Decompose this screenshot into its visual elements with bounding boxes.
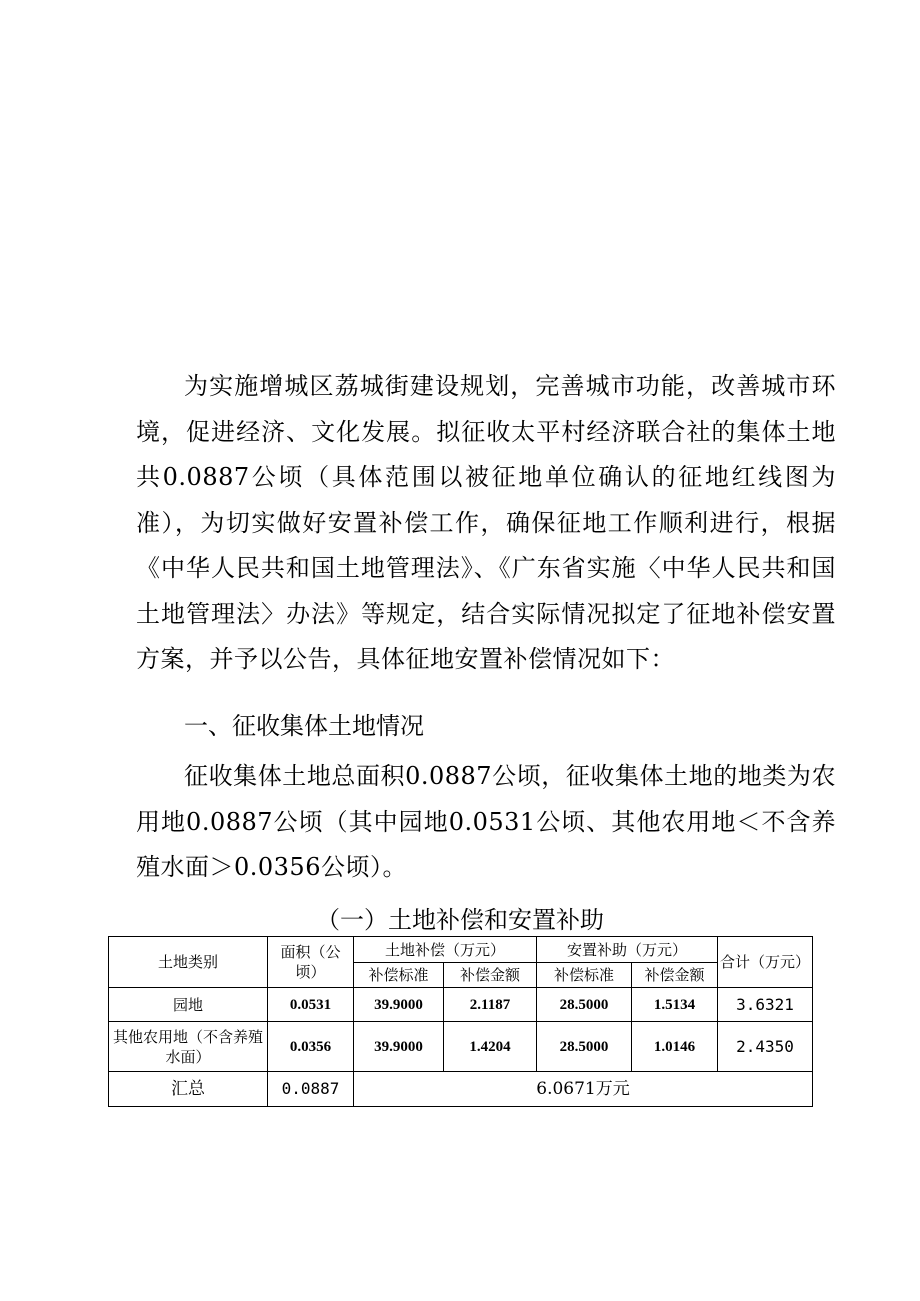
- cell-land-type: 其他农用地（不含养殖水面）: [109, 1022, 268, 1072]
- subheader-amount: 补偿金额: [632, 963, 718, 988]
- header-land-type: 土地类别: [109, 937, 268, 988]
- cell-area: 0.0356: [268, 1022, 354, 1072]
- cell-comp-amount: 2.1187: [444, 988, 537, 1022]
- table-summary-row: [109, 1072, 813, 1107]
- subheader-standard: 补偿标准: [537, 963, 632, 988]
- cell-land-type: 园地: [109, 988, 268, 1022]
- cell-area: 0.0531: [268, 988, 354, 1022]
- land-summary-paragraph: 征收集体土地总面积0.0887公顷，征收集体土地的地类为农用地0.0887公顷（其中园地0.0531公顷、其他农用地＜不含养殖水面＞0.0356公顷）。: [136, 762, 836, 881]
- cell-resettle-amount: 1.5134: [632, 988, 718, 1022]
- intro-paragraph: 为实施增城区荔城街建设规划，完善城市功能，改善城市环境，促进经济、文化发展。拟征收太平村经济联合社的集体土地共0.0887公顷（具体范围以被征地单位确认的征地红线图为准），为切实做好安置补偿工作，确保征地工作顺利进行，根据《中华人民共和国土地管理法》、《广东省实施〈中华人民共和国土地管理法〉办法》等规定，结合实际情况拟定了征地补偿安置方案，并予以公告，具体征地安置补偿情况如下：: [136, 372, 836, 673]
- header-total: 合计（万元）: [718, 937, 813, 988]
- cell-resettle-amount: 1.0146: [632, 1022, 718, 1072]
- summary-area: 0.0887: [268, 1072, 354, 1107]
- header-area: 面积（公顷）: [268, 937, 354, 988]
- cell-comp-amount: 1.4204: [444, 1022, 537, 1072]
- header-land-compensation: 土地补偿（万元）: [354, 937, 537, 963]
- cell-resettle-standard: 28.5000: [537, 988, 632, 1022]
- summary-total: 6.0671万元: [354, 1072, 813, 1107]
- cell-comp-standard: 39.9000: [354, 1022, 444, 1072]
- section-heading: 一、征收集体土地情况: [184, 712, 424, 740]
- cell-resettle-standard: 28.5000: [537, 1022, 632, 1072]
- compensation-table: [108, 936, 813, 1107]
- table-header-row: [109, 937, 813, 963]
- cell-comp-standard: 39.9000: [354, 988, 444, 1022]
- header-resettlement: 安置补助（万元）: [537, 937, 718, 963]
- table-row: [109, 1022, 813, 1072]
- table-row: [109, 988, 813, 1022]
- summary-label: 汇总: [109, 1072, 268, 1107]
- subheader-standard: 补偿标准: [354, 963, 444, 988]
- cell-total: 3.6321: [718, 988, 813, 1022]
- cell-total: 2.4350: [718, 1022, 813, 1072]
- table-caption: （一）土地补偿和安置补助: [316, 906, 604, 934]
- subheader-amount: 补偿金额: [444, 963, 537, 988]
